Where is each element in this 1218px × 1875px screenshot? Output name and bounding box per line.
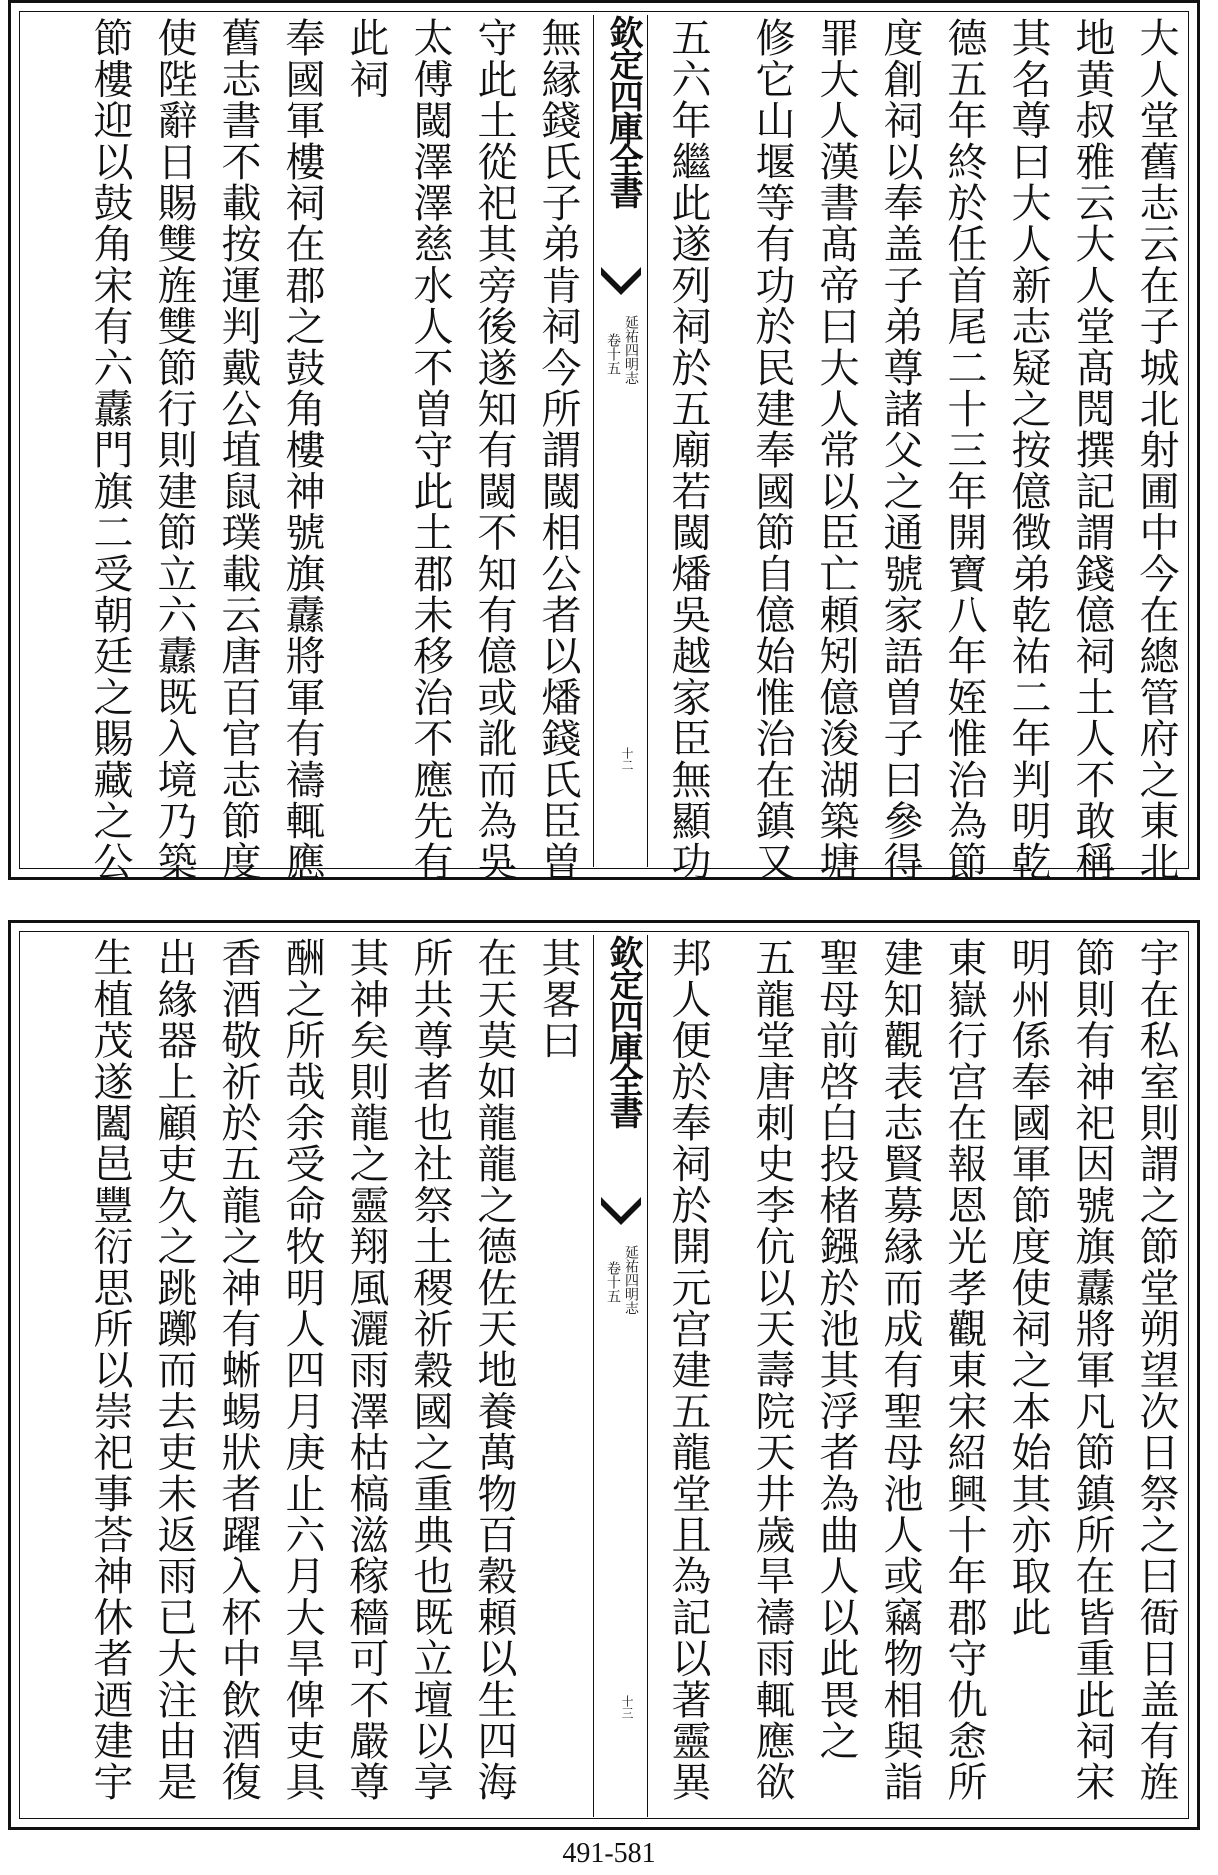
page-number: 十三 [620,1695,634,1719]
text-column: 無縁錢氏子弟肯祠今所謂閾相公者以燔錢氏臣曽 [535,17,581,883]
text-column: 宇在私室則謂之節堂朔望次日祭之曰衙日盖有旌 [1133,937,1179,1803]
page-footer-number: 491-581 [562,1838,656,1869]
text-column: 舊志書不載按運判戴公埴鼠璞載云唐百官志節度 [215,17,261,883]
text-column: 德五年終於任首尾二十三年開寶八年姪惟治為節 [941,17,987,883]
center-rule-left [647,935,648,1817]
fishtail-mark-icon [601,1193,641,1233]
book-name: 延祐四明志 [623,1245,639,1315]
center-column [599,15,645,867]
center-rule-right [593,15,594,867]
text-column: 度創祠以奉盖子弟尊諸父之通號家語曽子曰參得 [877,17,923,883]
center-column [599,935,645,1817]
text-column: 奉國軍樓祠在郡之鼓角樓神號旗纛將軍有禱輒應 [279,17,325,883]
text-column: 地黄叔雅云大人堂髙閌撰記謂錢億祠土人不敢稱 [1069,17,1115,883]
book-title: 欽定四庫全書 [603,935,643,1127]
page-number: 十二 [620,747,634,771]
text-column: 所共尊者也社祭土稷祈穀國之重典也既立壇以享 [407,937,453,1803]
text-column: 明州係奉國軍節度使祠之本始其亦取此 [1005,937,1051,1638]
text-column: 東嶽行宫在報恩光孝觀東宋紹興十年郡守仇悆所 [941,937,987,1803]
text-column: 節則有神祀因號旗纛將軍凡節鎮所在皆重此祠宋 [1069,937,1115,1803]
text-column: 出緣器上顧吏久之跳躑而去吏未返雨已大注由是 [151,937,197,1803]
volume-label: 卷十五 [605,333,621,375]
fishtail-mark-icon [601,263,641,303]
bottom-page [8,920,1200,1830]
book-name: 延祐四明志 [623,315,639,385]
text-column: 聖母前啓白投楮鏹於池其浮者為曲人以此畏之 [813,937,859,1761]
text-column: 其名尊曰大人新志疑之按億徴弟乾祐二年判明乾 [1005,17,1051,883]
text-column: 節樓迎以鼓角宋有六纛門旗二受朝廷之賜藏之公 [87,17,133,883]
text-column: 此祠 [343,17,389,100]
text-column: 邦人便於奉祠於開元宫建五龍堂且為記以著靈異 [665,937,711,1803]
book-title: 欽定四庫全書 [603,15,643,207]
text-column: 香酒敬祈於五龍之神有蜥蜴狀者躍入杯中飲酒復 [215,937,261,1803]
text-column: 五六年繼此遂列祠於五廟若閾燔吳越家臣無顯功 [665,17,711,883]
volume-label: 卷十五 [605,1261,621,1303]
text-column: 太傅閾澤澤慈水人不曽守此土郡未移治不應先有 [407,17,453,883]
center-rule-left [647,15,648,867]
text-column: 五龍堂唐刺史李伉以天壽院天井歲旱禱雨輒應欲 [749,937,795,1803]
text-column: 酬之所哉余受命牧明人四月庚止六月大旱俾吏具 [279,937,325,1803]
text-column: 其畧曰 [535,937,581,1061]
text-column: 生植茂遂闔邑豐衍思所以崇祀事荅神休者迺建宇 [87,937,133,1803]
text-column: 在天莫如龍龍之德佐天地養萬物百穀頼以生四海 [471,937,517,1803]
text-column: 修它山堰等有功於民建奉國節自億始惟治在鎮又 [749,17,795,883]
top-page [8,0,1200,883]
text-column: 大人堂舊志云在子城北射圃中今在總管府之東北 [1133,17,1179,883]
center-rule-right [593,935,594,1817]
text-column: 其神矣則龍之靈翔風灑雨澤枯槁滋稼穡可不嚴尊 [343,937,389,1803]
text-column: 守此土從祀其旁後遂知有閾不知有億或訛而為吳 [471,17,517,883]
text-column: 使陛辭日賜雙旌雙節行則建節立六纛既入境乃築 [151,17,197,883]
text-column: 建知觀表志賢募縁而成有聖母池人或竊物相與詣 [877,937,923,1803]
text-column: 罪大人漢書髙帝曰大人常以臣亡頼矧億浚湖築塘 [813,17,859,883]
